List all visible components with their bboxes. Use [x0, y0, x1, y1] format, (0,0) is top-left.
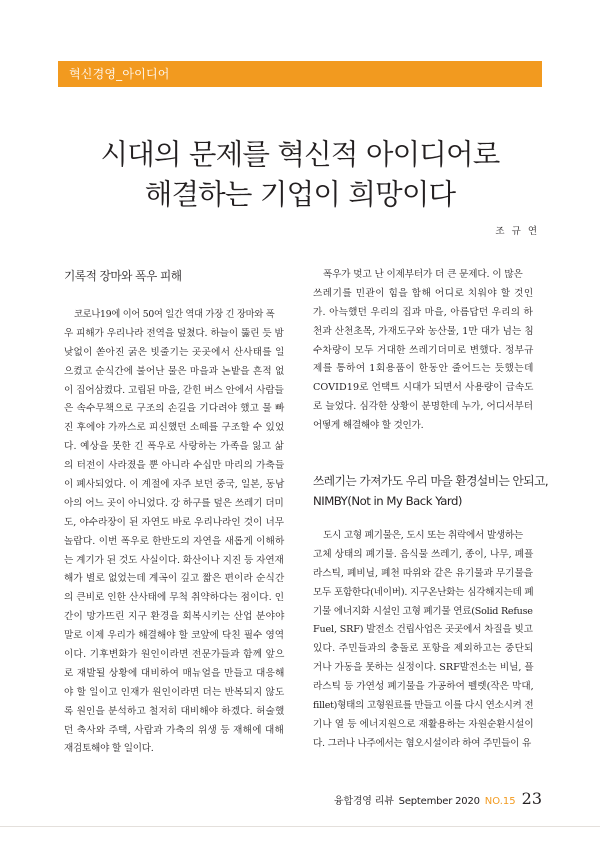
section-gap [313, 436, 533, 471]
category-label: 혁신경영_아이디어 [69, 67, 170, 81]
body-text-line: 다. 예상을 못한 긴 폭우로 사랑하는 가족을 잃고 삶 [64, 441, 285, 453]
section-heading-line-2: NIMBY(Not in My Back Yard) [313, 494, 462, 509]
body-text-line: 코로나19에 이어 50여 일간 역대 가장 긴 장마와 폭 [74, 309, 275, 320]
section-heading: 기록적 장마와 폭우 피해 [64, 269, 182, 283]
category-banner [58, 61, 542, 87]
body-text-line: 제를 통하여 1회용품이 한동안 줄어드는 듯했는데 [313, 363, 535, 375]
body-text-line: 쓰레기를 민관이 힘을 합해 어디로 치워야 할 것인 [313, 287, 534, 299]
body-text-line: 은 속수무책으로 구조의 손길을 기다려야 했고 물 빠 [64, 403, 285, 415]
article-title [58, 135, 542, 215]
issue-month: September 2020 [398, 796, 480, 807]
body-text-line: 어떻게 해결해야 할 것인가. [313, 420, 424, 432]
body-text-line: 수차량이 모두 거대한 쓰레기더미로 변했다. 정부규 [313, 344, 534, 356]
body-text-line: 이 폐사되었다. 이 계절에 자주 보던 중국, 일본, 동남 [64, 479, 285, 491]
body-text-line: 의 큰비로 인한 산사태에 무척 취약하다는 점이다. 인 [64, 592, 285, 604]
body-text-line: 가. 아늑했던 우리의 집과 마을, 아름답던 우리의 하 [313, 306, 534, 318]
body-text-line: 모두 포함한다(네이버). 지구온난화는 심각해지는데 폐 [313, 586, 534, 598]
heading-gap [313, 511, 533, 527]
body-text-line: 진 후에야 가까스로 피신했던 소떼를 구조할 수 있었 [64, 422, 285, 434]
body-text-line: 기나 열 등 에너지원으로 재활용하는 자원순환시설이 [313, 718, 534, 730]
body-text-line: 이 집어삼켰다. 고립된 마을, 갇힌 버스 안에서 사람들 [64, 384, 284, 396]
body-text-line: 재검토해야 할 일이다. [64, 743, 154, 755]
body-text-line: 던 축사와 주택, 사람과 가축의 위생 등 재해에 대해 [64, 724, 285, 736]
body-text-line: 기물 에너지화 시설인 고형 폐기물 연료(Solid Refuse [313, 605, 533, 617]
body-paragraph [313, 527, 533, 754]
body-text-line: 으켰고 순식간에 불어난 물은 마을과 논밭을 흔적 없 [64, 365, 285, 377]
body-text-line: 도시 고형 폐기물은, 도시 또는 취락에서 발생하는 [323, 530, 523, 542]
body-text-line: 해가 별로 없었는데 계곡이 깊고 짧은 편이라 순식간 [64, 573, 285, 585]
body-text-line: 라스틱, 폐비닐, 폐천 따위와 같은 유기물과 무기물을 [313, 567, 534, 579]
body-text-line: 라스틱 등 가연성 폐기물을 가공하여 펠렛(작은 막대, [313, 681, 534, 693]
page-number: 23 [521, 789, 542, 808]
body-text-line: COVID19로 언택트 시대가 되면서 사용량이 급속도 [313, 382, 534, 394]
body-text-line: 말로 이제 우리가 해결해야 할 코앞에 닥친 필수 영역 [64, 630, 285, 642]
body-text-line: 는 계기가 된 것도 사실이다. 화산이나 지진 등 자연재 [64, 554, 284, 566]
body-paragraph [313, 266, 533, 436]
title-line-1: 시대의 문제를 혁신적 아이디어로 [100, 138, 500, 171]
body-text-line: 의 터전이 사라졌을 뿐 아니라 수십만 마리의 가축들 [64, 460, 285, 472]
body-text-line: 다. 그러나 나주에서는 혐오시설이라 하여 주민들이 유 [313, 737, 531, 749]
body-text-line: 이다. 기후변화가 원인이라면 전문가들과 함께 앞으 [64, 649, 285, 661]
body-text-line: 로 재발될 상황에 대비하여 매뉴얼을 만들고 대응해 [64, 667, 285, 679]
magazine-name: 융합경영 리뷰 [333, 796, 394, 807]
body-text-line: Fuel, SRF) 발전소 건립사업은 곳곳에서 차질을 빚고 [313, 624, 533, 636]
body-text-line: 천과 산천초목, 가재도구와 농산물, 1만 대가 넘는 침 [313, 325, 534, 337]
body-text-line: 고체 상태의 폐기물. 음식물 쓰레기, 종이, 나무, 폐플 [313, 548, 534, 560]
page-footer [334, 789, 542, 808]
body-text-line: 거나 가동을 못하는 실정이다. SRF발전소는 비닐, 플 [313, 662, 534, 674]
body-text-line: fillet)형태의 고형원료를 만들고 이를 다시 연소시켜 전 [313, 700, 534, 712]
body-text-line: 아의 어느 곳이 아니었다. 강 하구를 덮은 쓰레기 더미 [64, 497, 284, 509]
issue-number: NO.15 [484, 796, 516, 807]
bottom-rule [0, 826, 600, 827]
section-heading-line-1: 쓰레기는 가져가도 우리 마을 환경설비는 안되고, [313, 474, 549, 489]
body-text-line: 우 피해가 우리나라 전역을 덮쳤다. 하늘이 뚫린 듯 밤 [64, 327, 284, 339]
body-text-line: 록 원인을 분석하고 철저히 대비해야 하겠다. 허술했 [64, 705, 285, 717]
body-text-line: 도, 야수라장이 된 자연도 바로 우리나라인 것이 너무 [64, 516, 285, 528]
body-text-line: 간이 망가뜨린 지구 환경을 회복시키는 산업 분야야 [64, 611, 285, 623]
body-text-line: 야 할 일이고 인재가 원인이라면 더는 반복되지 않도 [64, 686, 285, 698]
body-paragraph [64, 306, 284, 759]
body-text-line: 로 늘었다. 심각한 상황이 분명한데 누가, 어디서부터 [313, 401, 534, 413]
author-name: 조 규 연 [495, 226, 539, 237]
body-text-line: 낮없이 쏟아진 굵은 빗줄기는 곳곳에서 산사태를 일 [64, 346, 285, 358]
body-text-line: 놀랍다. 이번 폭우로 한반도의 자연을 새롭게 이해하 [64, 535, 285, 547]
right-column [313, 266, 549, 754]
left-column [64, 266, 284, 759]
body-text-line: 폭우가 멎고 난 이제부터가 더 큰 문제다. 이 많은 [323, 269, 523, 280]
heading-gap [64, 286, 284, 306]
body-text-line: 있다. 주민들과의 충돌로 포항을 제외하고는 중단되 [313, 643, 534, 655]
title-line-2: 해결하는 기업이 희망이다 [144, 178, 456, 211]
